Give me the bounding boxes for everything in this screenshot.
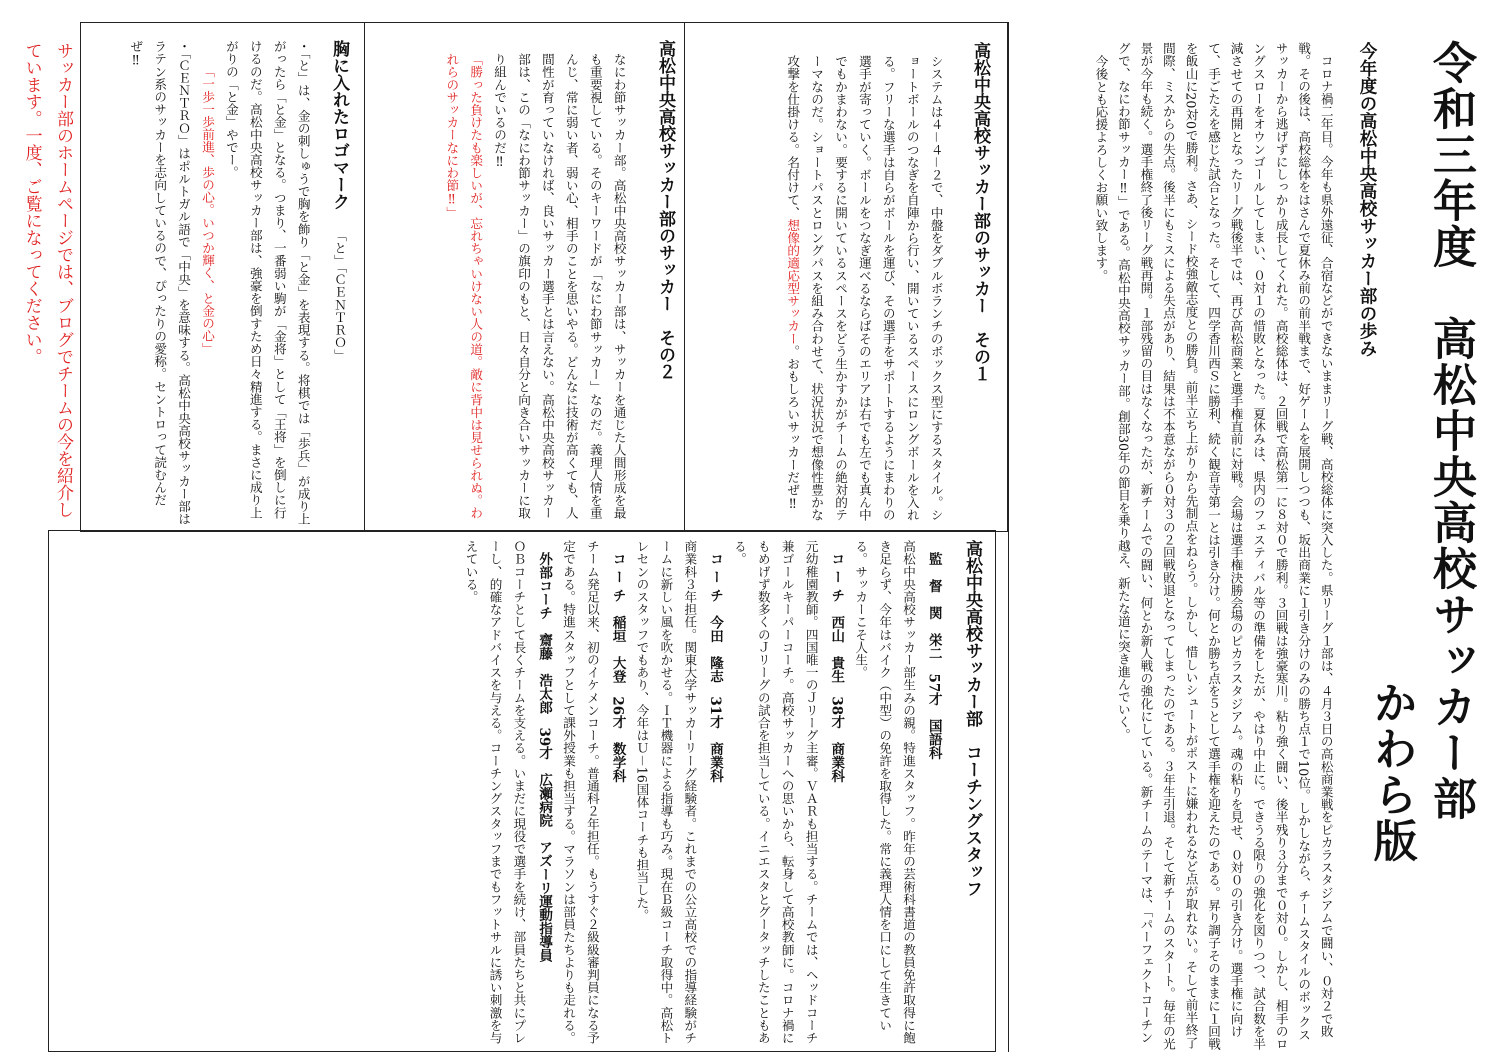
kokoro-quote: 「勝った負けたも楽しいが、忘れちゃいけない人の道。敵に背中は見せられぬ。われらのサッカーなにわ節‼」 [444, 52, 484, 519]
season-closing: 今後とも応援よろしくお願い致します。 [1093, 54, 1109, 282]
system-highlight: 想像的適応型サッカー [785, 218, 801, 345]
system-body [780, 42, 947, 522]
coach-role-inagaki: コ ー チ 稲垣 大登 26才 数学科 [609, 552, 626, 783]
divider-system-kokoro [684, 22, 685, 532]
coach-desc-nishiyama: 元幼稚園教師。四国唯一のＪリーグ主審。ＶＡＲも担当する。チームでは、ヘッドコーチ兼ゴールキーパーコーチ。高校サッカーへの思いから、転身して高校教師に。コロナ禍にもめげず数多くのＪリーグの試合を担当している。イニエスタとグータッチしたこともある。 [731, 540, 819, 1044]
coach-heading: 高松中央高校サッカー部 コーチングスタッフ [962, 540, 982, 897]
title-main: 令和三年度 高松中央高校サッカー部 [1425, 40, 1476, 822]
coach-article [58, 540, 988, 1045]
coach-role-head: 監 督 関 栄二 57才 国語科 [925, 552, 942, 760]
homepage-note-text: サッカー部のホームページでは、ブログでチームの今を紹介しています。一度、ご覧になってください。 [21, 42, 73, 518]
article-system [686, 42, 996, 522]
logo-item-to: ・「と」は、金の刺しゅうで胸を飾り「と金」を表現する。将棋では「歩兵」が成り上がったら「と金」となる。つまり、一番弱い駒が「金将」として「王将」を倒しに行けるのだ。高松中央高校サッカー部は、強豪を倒すため日々精進する。まさに成り上がりの「と金」やでー。 [223, 40, 311, 526]
season-body: コロナ禍二年目。今年も県外遠征、合宿などができないままリーグ戦、高校総体に突入した。県リーグ１部は、４月３日の高松商業戦をピカラスタジアムで闘い、０対２で敗戦。その後は、高校総体をはさんで夏休み前の前半戦まで、好ゲームを展開しつつも、坂出商業に１引き分けのみの勝ち点１で10位。しかしながら、チームスタイルのボックスサッカーから逃げずにしっかり成長してくれた。高校総体は、２回戦で高松第一に８対０で勝利。３回戦は強豪寒川。粘り強く闘い、後半残り３分まで０対０。しかし、相手のロングスローをオウンゴールしてしまい、０対１の惜敗となった。夏休みは、県内のフェスティバル等の準備をしたが、やはり中止に。できうる限りの強化を図りつつ、試合数を半減させての再開となったリーグ戦後半では、再び高松商業と選手権直前に対戦。会場は選手権決勝会場のピカラスタジアム。魂の粘りを見せ、０対０の引き分け。選手権に向けて、手ごたえを感じた試合となった。そして、四学香川西Ｓに勝利、続く観音寺第一とは引き分け。何とか勝ち点を５として選手権を迎えたのである。昇り調子そのままに１回戦を飯山に20対0で勝利。さあ、シード校強敵志度との勝負。前半立ち上がりから先制点をねらう。しかし、惜しいシュートがポストに嫌われるなど点が取れない。そして前半終了間際、ミスからの失点。後半にもミスによる失点があり、結果は不本意ながら０対３の２回戦敗退となってしまったのである。３年生引退。そして新チームのスタート。毎年の光景が今年も続く。選手権終了後リーグ戦再開。１部残留の目はなくなったが、新チームでの闘い、何とか新人戦の強化にしている。新チームのテーマは、「パーフェクトコーチングで、なにわ節サッカー‼」である。高松中央高校サッカー部。創部30年の節目を乗り越え、新たな道に突き進んでいく。 [1115, 42, 1334, 1050]
article-kokoro [376, 40, 681, 530]
coach-desc-imada: 商業科３年担任。関東大学サッカーリーグ経験者。これまでの公立高校での指導経験がチームに新しい風を吹かせる。ＩＴ機器による指導も巧み。現在Ｂ級コーチ取得中。高松トレセンのスタッフでもあり、今年はＵ－16国体コーチも担当した。 [634, 540, 698, 1044]
title-sub: かわら版 [1365, 680, 1417, 864]
season-article [1004, 42, 1382, 1052]
coach-desc-inagaki: チーム発足以来、初のイケメンコーチ。普通科２年担任。もうすぐ２級級審判員になる予定である。特進スタッフとして課外授業も担当する。マラソンは部員たちよりも走れる。 [561, 540, 600, 1044]
homepage-note [8, 42, 78, 532]
kokoro-body: なにわ節サッカー部。高松中央高校サッカー部は、サッカーを通じた人間形成を最も重要視している。そのキーワードが「なにわ節サッカー」なのだ。義理人情を重んじ、常に弱い者、弱い心、相手のことを思いやる。どんなに技術が高くても、人間性が育っていなければ、良いサッカー選手とは言えない。高松中央高校サッカー部は、この「なにわ節サッカー」の旗印のもと、日々自分と向き合いサッカーに取り組んでいるのだ‼ [492, 52, 627, 519]
season-heading: 今年度の高松中央高校サッカー部の歩み [1357, 42, 1377, 357]
coach-desc-head: 高松中央高校サッカー部生みの親。特進スタッフ。昨年の芸術科書道の教員免許取得に飽き足らず、今年はバイク（中型）の免許を取得した。常に義理人情を口にして生きている。サッカーこそ人生。 [853, 540, 917, 1044]
system-heading: 高松中央高校サッカー部のサッカー その１ [970, 42, 990, 382]
logo-slogan: 「一歩一歩前進、歩の心。いつか輝く、と金の心」 [200, 65, 216, 355]
coach-role-nishiyama: コ ー チ 西山 貴生 38才 商業科 [828, 552, 845, 783]
divider-kokoro-logo [364, 22, 365, 532]
kokoro-heading: 高松中央高校サッカー部のサッカー その２ [655, 40, 675, 380]
coach-desc-saito: ＯＢコーチとして長くチームを支える。いまだに現役で選手を続け、部員たちと共にプレーし、的確なアドバイスを与える。コーチングスタッフまでもフットサルに誘い刺激を与えている。 [463, 540, 527, 1044]
system-body-text: システムは４－４－２で、中盤をダブルボランチのボックス型にするスタイル。ショートボールのつなぎを自陣から行い、開いているスペースにロングボールを入れる。フリーな選手は自らがボールを運び、その選手をサポートするようにまわりの選手が寄っていく。ボールをつなぎ運べるならばそのエリアは右でも左でも真ん中でもかまわない。要するに開いているスペースをどう生かすかがチームの絶対的テーマなのだ。ショートパスとロングパスを組み合わせて、状況状況で想像性豊かな攻撃を仕掛ける。名付けて、 [785, 54, 944, 521]
coach-role-saito: 外部コーチ 齋藤 浩太郎 39才 広瀬病院 アズーリ運動指導員 [536, 552, 553, 963]
coach-role-imada: コ ー チ 今田 隆志 31才 商業科 [706, 552, 723, 783]
article-logo [85, 40, 355, 530]
logo-heading-note: 「と」「ＣＥＮＴＲＯ」 [332, 228, 347, 362]
logo-heading [323, 40, 355, 530]
logo-heading-main: 胸に入れたロゴマーク [329, 40, 349, 210]
system-body-end: 。おもしろいサッカーだぜ‼ [785, 344, 801, 511]
logo-item-centro: ・「ＣＥＮＴＲＯ」はポルトガル語で「中央」を意味する。高松中央高校サッカー部はラテン系のサッカーを志向しているので、ぴったりの愛称。セントロって読むんだぜ‼ [128, 40, 192, 526]
